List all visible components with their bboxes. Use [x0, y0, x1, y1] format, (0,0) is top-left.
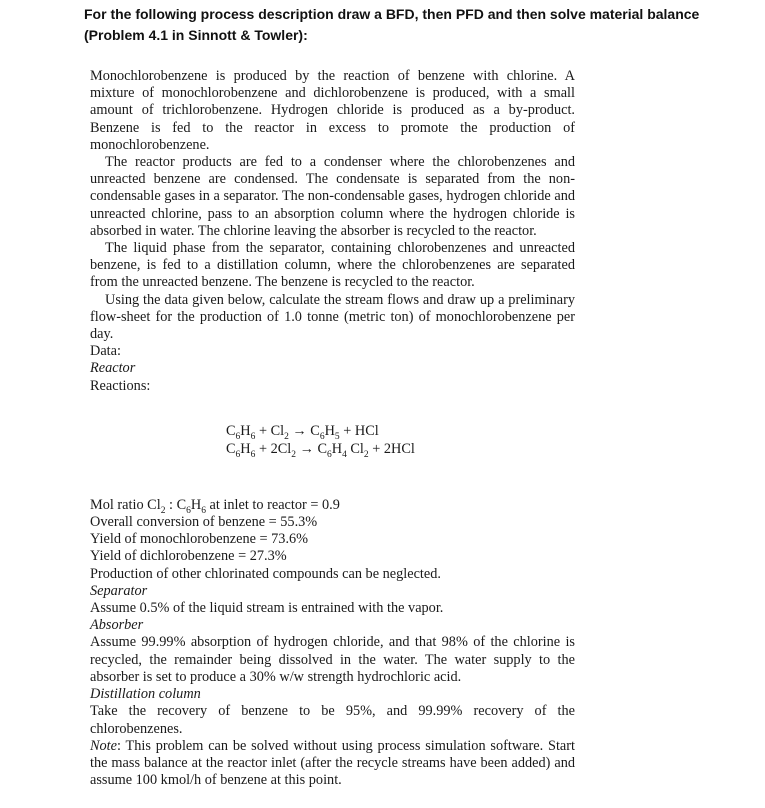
data-label: Data:	[90, 343, 121, 360]
reaction-equations	[226, 422, 575, 458]
paragraph-task: Using the data given below, calculate the stream flows and draw up a preliminary flow-sheet for the production of 1.0 tonne (metric ton) of monochlorobenzene per day.	[90, 291, 575, 343]
absorber-label: Absorber	[90, 617, 144, 634]
separator-text: Assume 0.5% of the liquid stream is entrained with the vapor.	[90, 600, 444, 617]
mol-ratio: Mol ratio $Cl_2$ : $C_6H_6$ at inlet to reactor = 0.9	[90, 496, 340, 516]
yield-dichlorobenzene: Yield of dichlorobenzene = 27.3%	[90, 548, 287, 565]
problem-text	[90, 68, 575, 789]
absorber-text: Assume 99.99% absorption of hydrogen chloride, and that 98% of the chlorine is recycled, the remainder being dissolved in the water. The water supply to the absorber is set to produce a 30% w/w strength hydrochloric acid.	[90, 634, 575, 685]
distillation-label: Distillation column	[90, 686, 201, 703]
paragraph-intro: Monochlorobenzene is produced by the reaction of benzene with chlorine. A mixture of monochlorobenzene and dichlorobenzene is produced, with a small amount of trichlorobenzene. Hydrogen chloride is produced as a by-product. Benzene is fed to the reactor in excess to promote the production of monochlorobenzene.	[90, 68, 575, 153]
reactions-label: Reactions:	[90, 377, 151, 394]
paragraph-reactor-products: The reactor products are fed to a condenser where the chlorobenzenes and unreacted benzene are condensed. The condensate is separated from the non-condensable gases in a separator. The non-condensable gases, hydrogen chloride and unreacted chlorine, pass to an absorption column where the hydrogen chloride is absorbed in water. The chlorine leaving the absorber is recycled to the reactor.	[90, 154, 575, 239]
conversion-benzene: Overall conversion of benzene = 55.3%	[90, 514, 318, 531]
yield-monochlorobenzene: Yield of monochlorobenzene = 73.6%	[90, 531, 309, 548]
reactor-label: Reactor	[90, 360, 136, 377]
paragraph-liquid-phase: The liquid phase from the separator, containing chlorobenzenes and unreacted benzene, is fed to a distillation column, where the chlorobenzenes are separated from the unreacted benzene. The benzene is recycled to the reactor.	[90, 240, 575, 291]
separator-label: Separator	[90, 582, 148, 599]
problem-heading: For the following process description draw a BFD, then PFD and then solve material balance (Problem 4.1 in Sinnott & Towler):	[84, 6, 700, 43]
reaction-1: $C_6H_6 + Cl_2 \to C_6H_5$ + HCl	[226, 422, 379, 442]
note-label: Note	[90, 737, 118, 754]
distillation-text: Take the recovery of benzene to be 95%, and 99.99% recovery of the chlorobenzenes.	[90, 703, 575, 737]
other-compounds: Production of other chlorinated compounds can be neglected.	[90, 565, 441, 582]
note-text: Note: This problem can be solved without using process simulation software. Start the mass balance at the reactor inlet (after the recycle streams have been added) and assume 100 kmol/h of benzene at this point.	[90, 737, 575, 789]
reaction-2: $C_6H_6 + 2Cl_2 \to C_6H_4$ $Cl_2 + 2HCl$	[226, 440, 415, 460]
